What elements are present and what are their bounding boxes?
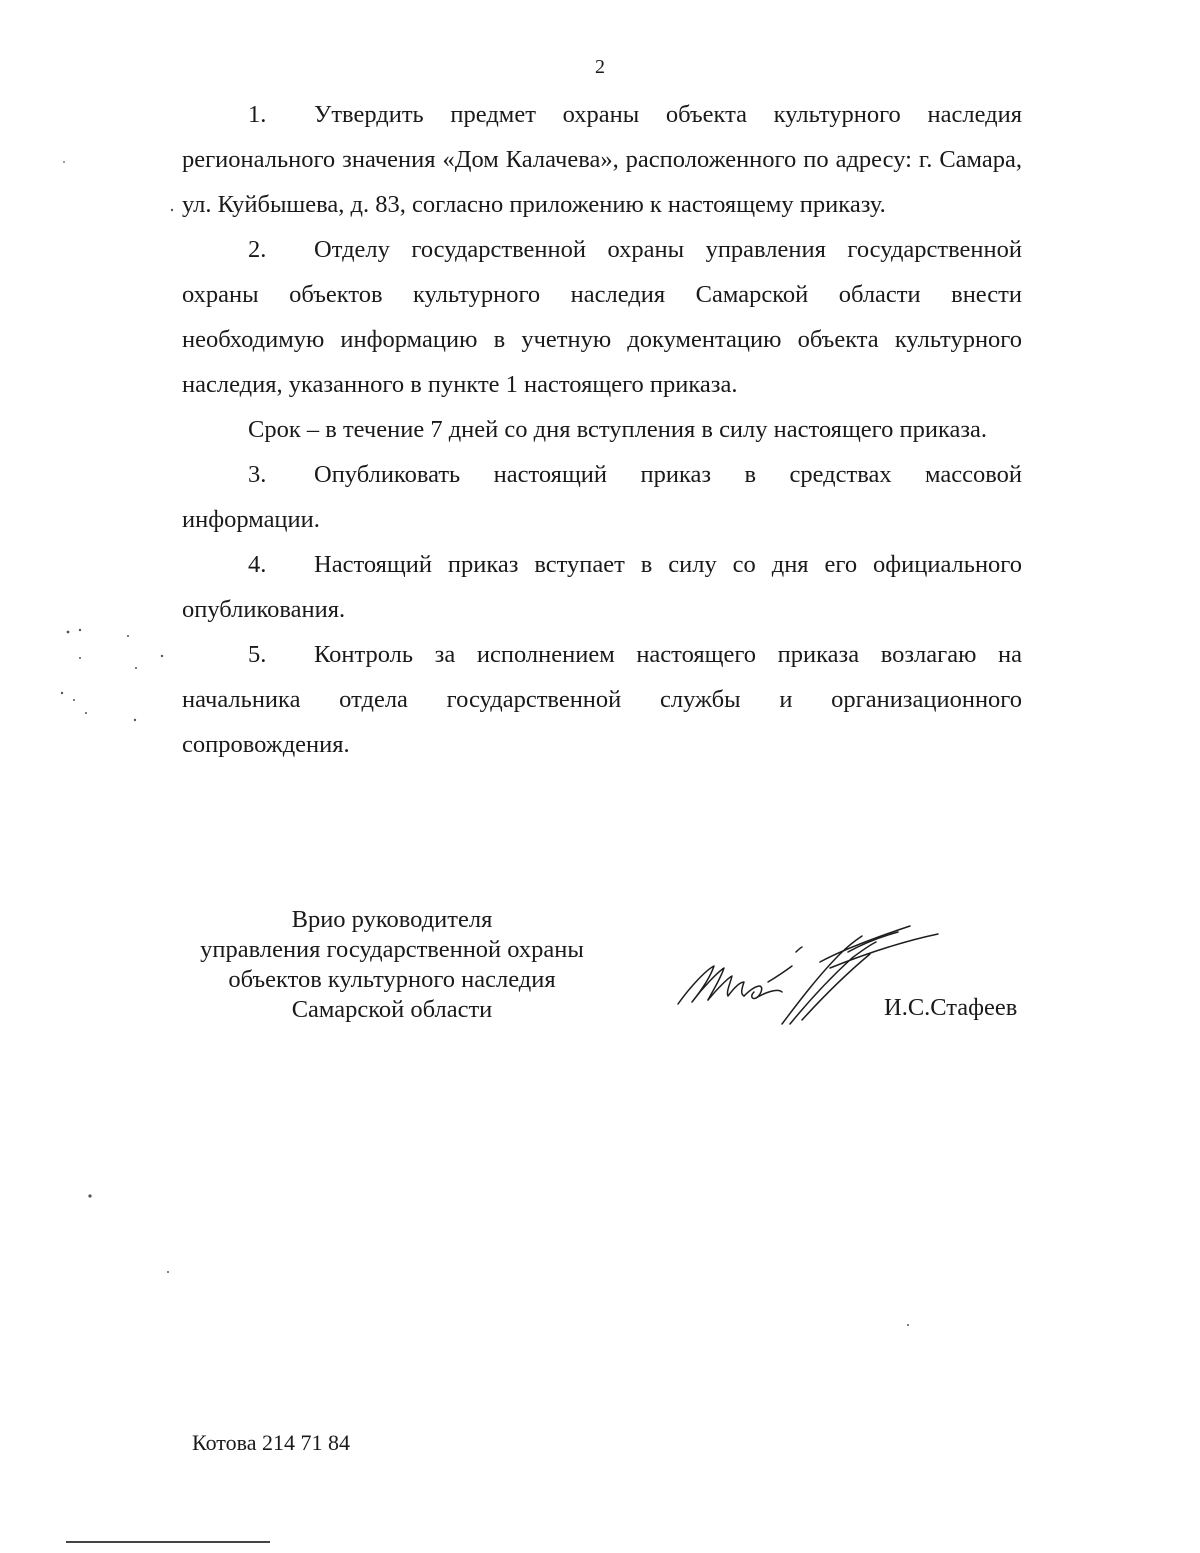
handwritten-signature	[670, 912, 950, 1042]
paragraph-text: Опубликовать настоящий приказ в средствах массовой информации.	[182, 461, 1022, 533]
signer-title-line: управления государственной охраны	[200, 936, 584, 963]
paragraph-number: 3.	[248, 461, 267, 488]
signer-title-block	[182, 905, 602, 1025]
footer-rule	[66, 1541, 270, 1543]
paragraph-2	[182, 227, 1022, 407]
paragraph-number: 1.	[248, 101, 267, 128]
signer-name: И.С.Стафеев	[884, 994, 1018, 1021]
paragraph-text: Настоящий приказ вступает в силу со дня его официального опубликования.	[182, 551, 1022, 623]
order-body	[182, 92, 1022, 767]
paragraph-text: Отделу государственной охраны управления государственной охраны объектов культурного наследия Самарской области внести необходимую информацию в учетную документацию объекта культурного наследия, указанного в пункте 1 настоящего приказа.	[182, 236, 1022, 398]
contact-line: Котова 214 71 84	[192, 1430, 350, 1455]
signer-title-line: Самарской области	[291, 996, 493, 1023]
paragraph-text: Утвердить предмет охраны объекта культурного наследия регионального значения «Дом Калачева», расположенного по адресу: г. Самара, ул. Куйбышева, д. 83, согласно приложению к настоящему приказу.	[182, 101, 1022, 218]
paragraph-3	[182, 452, 1022, 542]
paragraph-number: 4.	[248, 551, 267, 578]
paragraph-text: Срок – в течение 7 дней со дня вступления в силу настоящего приказа.	[248, 416, 988, 443]
paragraph-deadline	[182, 407, 1022, 452]
paragraph-5	[182, 632, 1022, 767]
paragraph-1	[182, 92, 1022, 227]
paragraph-number: 5.	[248, 641, 267, 668]
paragraph-number: 2.	[248, 236, 267, 263]
signer-title-line: Врио руководителя	[291, 906, 493, 933]
page-number: 2	[595, 56, 605, 78]
paragraph-text: Контроль за исполнением настоящего приказа возлагаю на начальника отдела государственной службы и организационного сопровождения.	[182, 641, 1022, 758]
signer-title-line: объектов культурного наследия	[228, 966, 556, 993]
paragraph-4	[182, 542, 1022, 632]
